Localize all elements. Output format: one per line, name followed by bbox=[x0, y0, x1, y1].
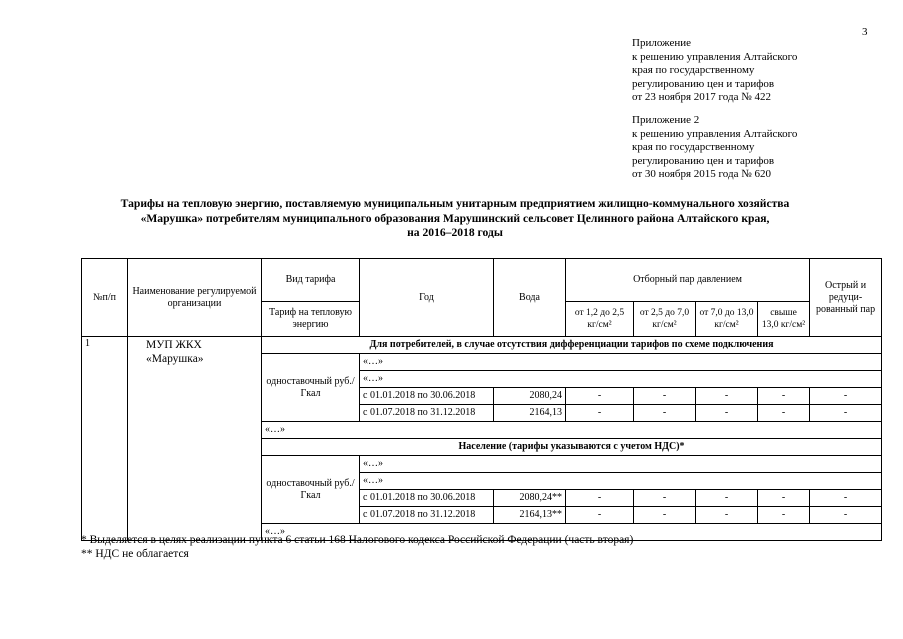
steam-value: - bbox=[758, 388, 810, 405]
steam-value: - bbox=[696, 388, 758, 405]
document-title bbox=[60, 197, 850, 241]
steam-value: - bbox=[634, 507, 696, 524]
period-cell: с 01.07.2018 по 31.12.2018 bbox=[360, 507, 494, 524]
header-steam-col-1: от 1,2 до 2,5 кг/см² bbox=[566, 302, 634, 337]
section-2-title: Население (тарифы указываются с учетом НДС)* bbox=[262, 439, 882, 456]
appendix-2-line: края по государственному bbox=[632, 141, 755, 153]
row-number: 1 bbox=[82, 337, 128, 541]
steam-value: - bbox=[634, 405, 696, 422]
tariff-table bbox=[81, 258, 882, 541]
steam-value: - bbox=[634, 388, 696, 405]
period-cell: с 01.07.2018 по 31.12.2018 bbox=[360, 405, 494, 422]
steam-value: - bbox=[758, 490, 810, 507]
section-1-title: Для потребителей, в случае отсутствия дифференциации тарифов по схеме подключения bbox=[262, 337, 882, 354]
appendix-2-header bbox=[632, 114, 882, 182]
title-line: «Марушка» потребителям муниципального образования Марушинский сельсовет Целинного района Алтайского края, bbox=[140, 211, 770, 225]
steam-value: - bbox=[696, 507, 758, 524]
sharp-steam-value: - bbox=[810, 405, 882, 422]
appendix-2-line: регулированию цен и тарифов bbox=[632, 154, 775, 167]
appendix-2-line: к решению управления Алтайского bbox=[632, 127, 798, 140]
steam-value: - bbox=[566, 507, 634, 524]
water-value: 2080,24 bbox=[494, 388, 566, 405]
ellipsis-row: «…» bbox=[360, 371, 882, 388]
sharp-steam-value: - bbox=[810, 388, 882, 405]
steam-value: - bbox=[634, 490, 696, 507]
sharp-steam-value: - bbox=[810, 507, 882, 524]
steam-value: - bbox=[566, 490, 634, 507]
header-sharp-steam: Острый и редуци-рованный пар bbox=[810, 259, 882, 337]
steam-value: - bbox=[758, 507, 810, 524]
footnote-1: * Выделяется в целях реализации пункта 6 статьи 168 Налогового кодекса Российской Федерации (часть вторая) bbox=[81, 534, 634, 546]
section-1-tariff-type: одноставочный руб./Гкал bbox=[262, 354, 360, 422]
footnote-2: ** НДС не облагается bbox=[81, 548, 189, 560]
appendix-1-line: регулированию цен и тарифов bbox=[632, 77, 775, 90]
water-value: 2164,13 bbox=[494, 405, 566, 422]
header-tariff-type: Вид тарифа bbox=[262, 259, 360, 302]
header-steam-col-4: свыше 13,0 кг/см² bbox=[758, 302, 810, 337]
ellipsis-row: «…» bbox=[262, 524, 882, 541]
header-organization: Наименование регулируемой организации bbox=[128, 259, 262, 337]
appendix-1-line: к решению управления Алтайского bbox=[632, 50, 798, 63]
steam-value: - bbox=[566, 388, 634, 405]
sharp-steam-value: - bbox=[810, 490, 882, 507]
period-cell: с 01.01.2018 по 30.06.2018 bbox=[360, 490, 494, 507]
appendix-1-line: края по государственному bbox=[632, 64, 755, 76]
header-steam: Отборный пар давлением bbox=[566, 259, 810, 302]
ellipsis-row: «…» bbox=[360, 456, 882, 473]
header-tariff-subtitle: Тариф на тепловую энергию bbox=[262, 302, 360, 337]
steam-value: - bbox=[696, 405, 758, 422]
header-water: Вода bbox=[494, 259, 566, 337]
water-value: 2080,24** bbox=[494, 490, 566, 507]
appendix-1-line: Приложение bbox=[632, 37, 692, 49]
steam-value: - bbox=[758, 405, 810, 422]
water-value: 2164,13** bbox=[494, 507, 566, 524]
ellipsis-row: «…» bbox=[360, 354, 882, 371]
header-number: №п/п bbox=[82, 259, 128, 337]
period-cell: с 01.01.2018 по 30.06.2018 bbox=[360, 388, 494, 405]
steam-value: - bbox=[696, 490, 758, 507]
ellipsis-row: «…» bbox=[262, 422, 882, 439]
appendix-2-line: от 30 ноября 2015 года № 620 bbox=[632, 168, 771, 180]
appendix-1-header bbox=[632, 37, 882, 105]
header-steam-col-2: от 2,5 до 7,0 кг/см² bbox=[634, 302, 696, 337]
organization-name: МУП ЖКХ «Марушка» bbox=[128, 337, 262, 541]
title-line: Тарифы на тепловую энергию, поставляемую муниципальным унитарным предприятием жилищно-коммунального хозяйства bbox=[120, 197, 790, 210]
section-2-tariff-type: одноставочный руб./Гкал bbox=[262, 456, 360, 524]
ellipsis-row: «…» bbox=[360, 473, 882, 490]
steam-value: - bbox=[566, 405, 634, 422]
appendix-2-line: Приложение 2 bbox=[632, 114, 700, 126]
header-year: Год bbox=[360, 259, 494, 337]
page-number: 3 bbox=[862, 26, 868, 38]
appendix-1-line: от 23 ноября 2017 года № 422 bbox=[632, 91, 771, 103]
title-line: на 2016–2018 годы bbox=[407, 226, 503, 239]
header-steam-col-3: от 7,0 до 13,0 кг/см² bbox=[696, 302, 758, 337]
